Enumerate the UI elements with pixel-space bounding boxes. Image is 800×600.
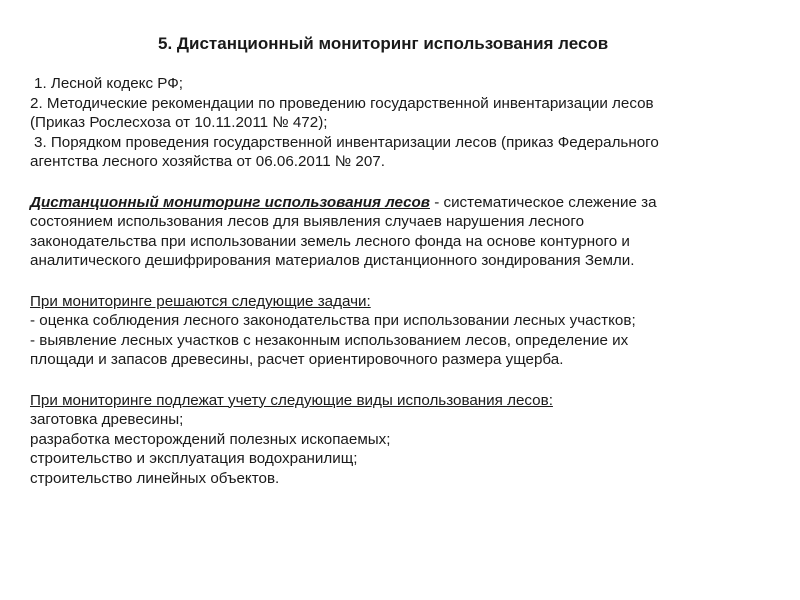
definition-line-2: состоянием использования лесов для выявления случаев нарушения лесного bbox=[30, 213, 585, 230]
spacer bbox=[30, 271, 780, 292]
definition-term: Дистанционный мониторинг использования лесов bbox=[30, 193, 430, 211]
use-item-2: разработка месторождений полезных ископаемых; bbox=[30, 430, 391, 448]
task-item-2: - выявление лесных участков с незаконным использованием лесов, определение их bbox=[30, 331, 629, 349]
definition-line-4: аналитического дешифрирования материалов дистанционного зондирования Земли. bbox=[30, 252, 635, 269]
tasks-heading: При мониторинге решаются следующие задачи: bbox=[30, 292, 371, 310]
source-item-3-cont: агентства лесного хозяйства от 06.06.2011 № 207. bbox=[30, 153, 385, 170]
page-title: 5. Дистанционный мониторинг использования лесов bbox=[158, 34, 609, 53]
source-item-1: 1. Лесной кодекс РФ; bbox=[34, 75, 184, 92]
definition-line-1 bbox=[30, 193, 780, 213]
source-item-3: 3. Порядком проведения государственной инвентаризации лесов (приказ Федерального bbox=[34, 133, 659, 151]
use-item-1: заготовка древесины; bbox=[30, 411, 184, 428]
use-item-4: строительство линейных объектов. bbox=[30, 469, 280, 487]
spacer bbox=[30, 370, 780, 391]
task-item-1: - оценка соблюдения лесного законодательства при использовании лесных участков; bbox=[30, 312, 636, 329]
uses-heading: При мониторинге подлежат учету следующие виды использования лесов: bbox=[30, 391, 553, 409]
document-body bbox=[30, 74, 780, 488]
source-item-2: 2. Методические рекомендации по проведению государственной инвентаризации лесов bbox=[30, 94, 654, 112]
use-item-3: строительство и эксплуатация водохранилищ; bbox=[30, 450, 358, 467]
definition-text-1: - систематическое слежение за bbox=[429, 193, 657, 211]
definition-line-3: законодательства при использовании земель лесного фонда на основе контурного и bbox=[30, 232, 630, 250]
spacer bbox=[30, 172, 780, 193]
source-item-2-cont: (Приказ Рослесхоза от 10.11.2011 № 472); bbox=[30, 114, 328, 131]
task-item-2-cont: площади и запасов древесины, расчет ориентировочного размера ущерба. bbox=[30, 351, 564, 368]
